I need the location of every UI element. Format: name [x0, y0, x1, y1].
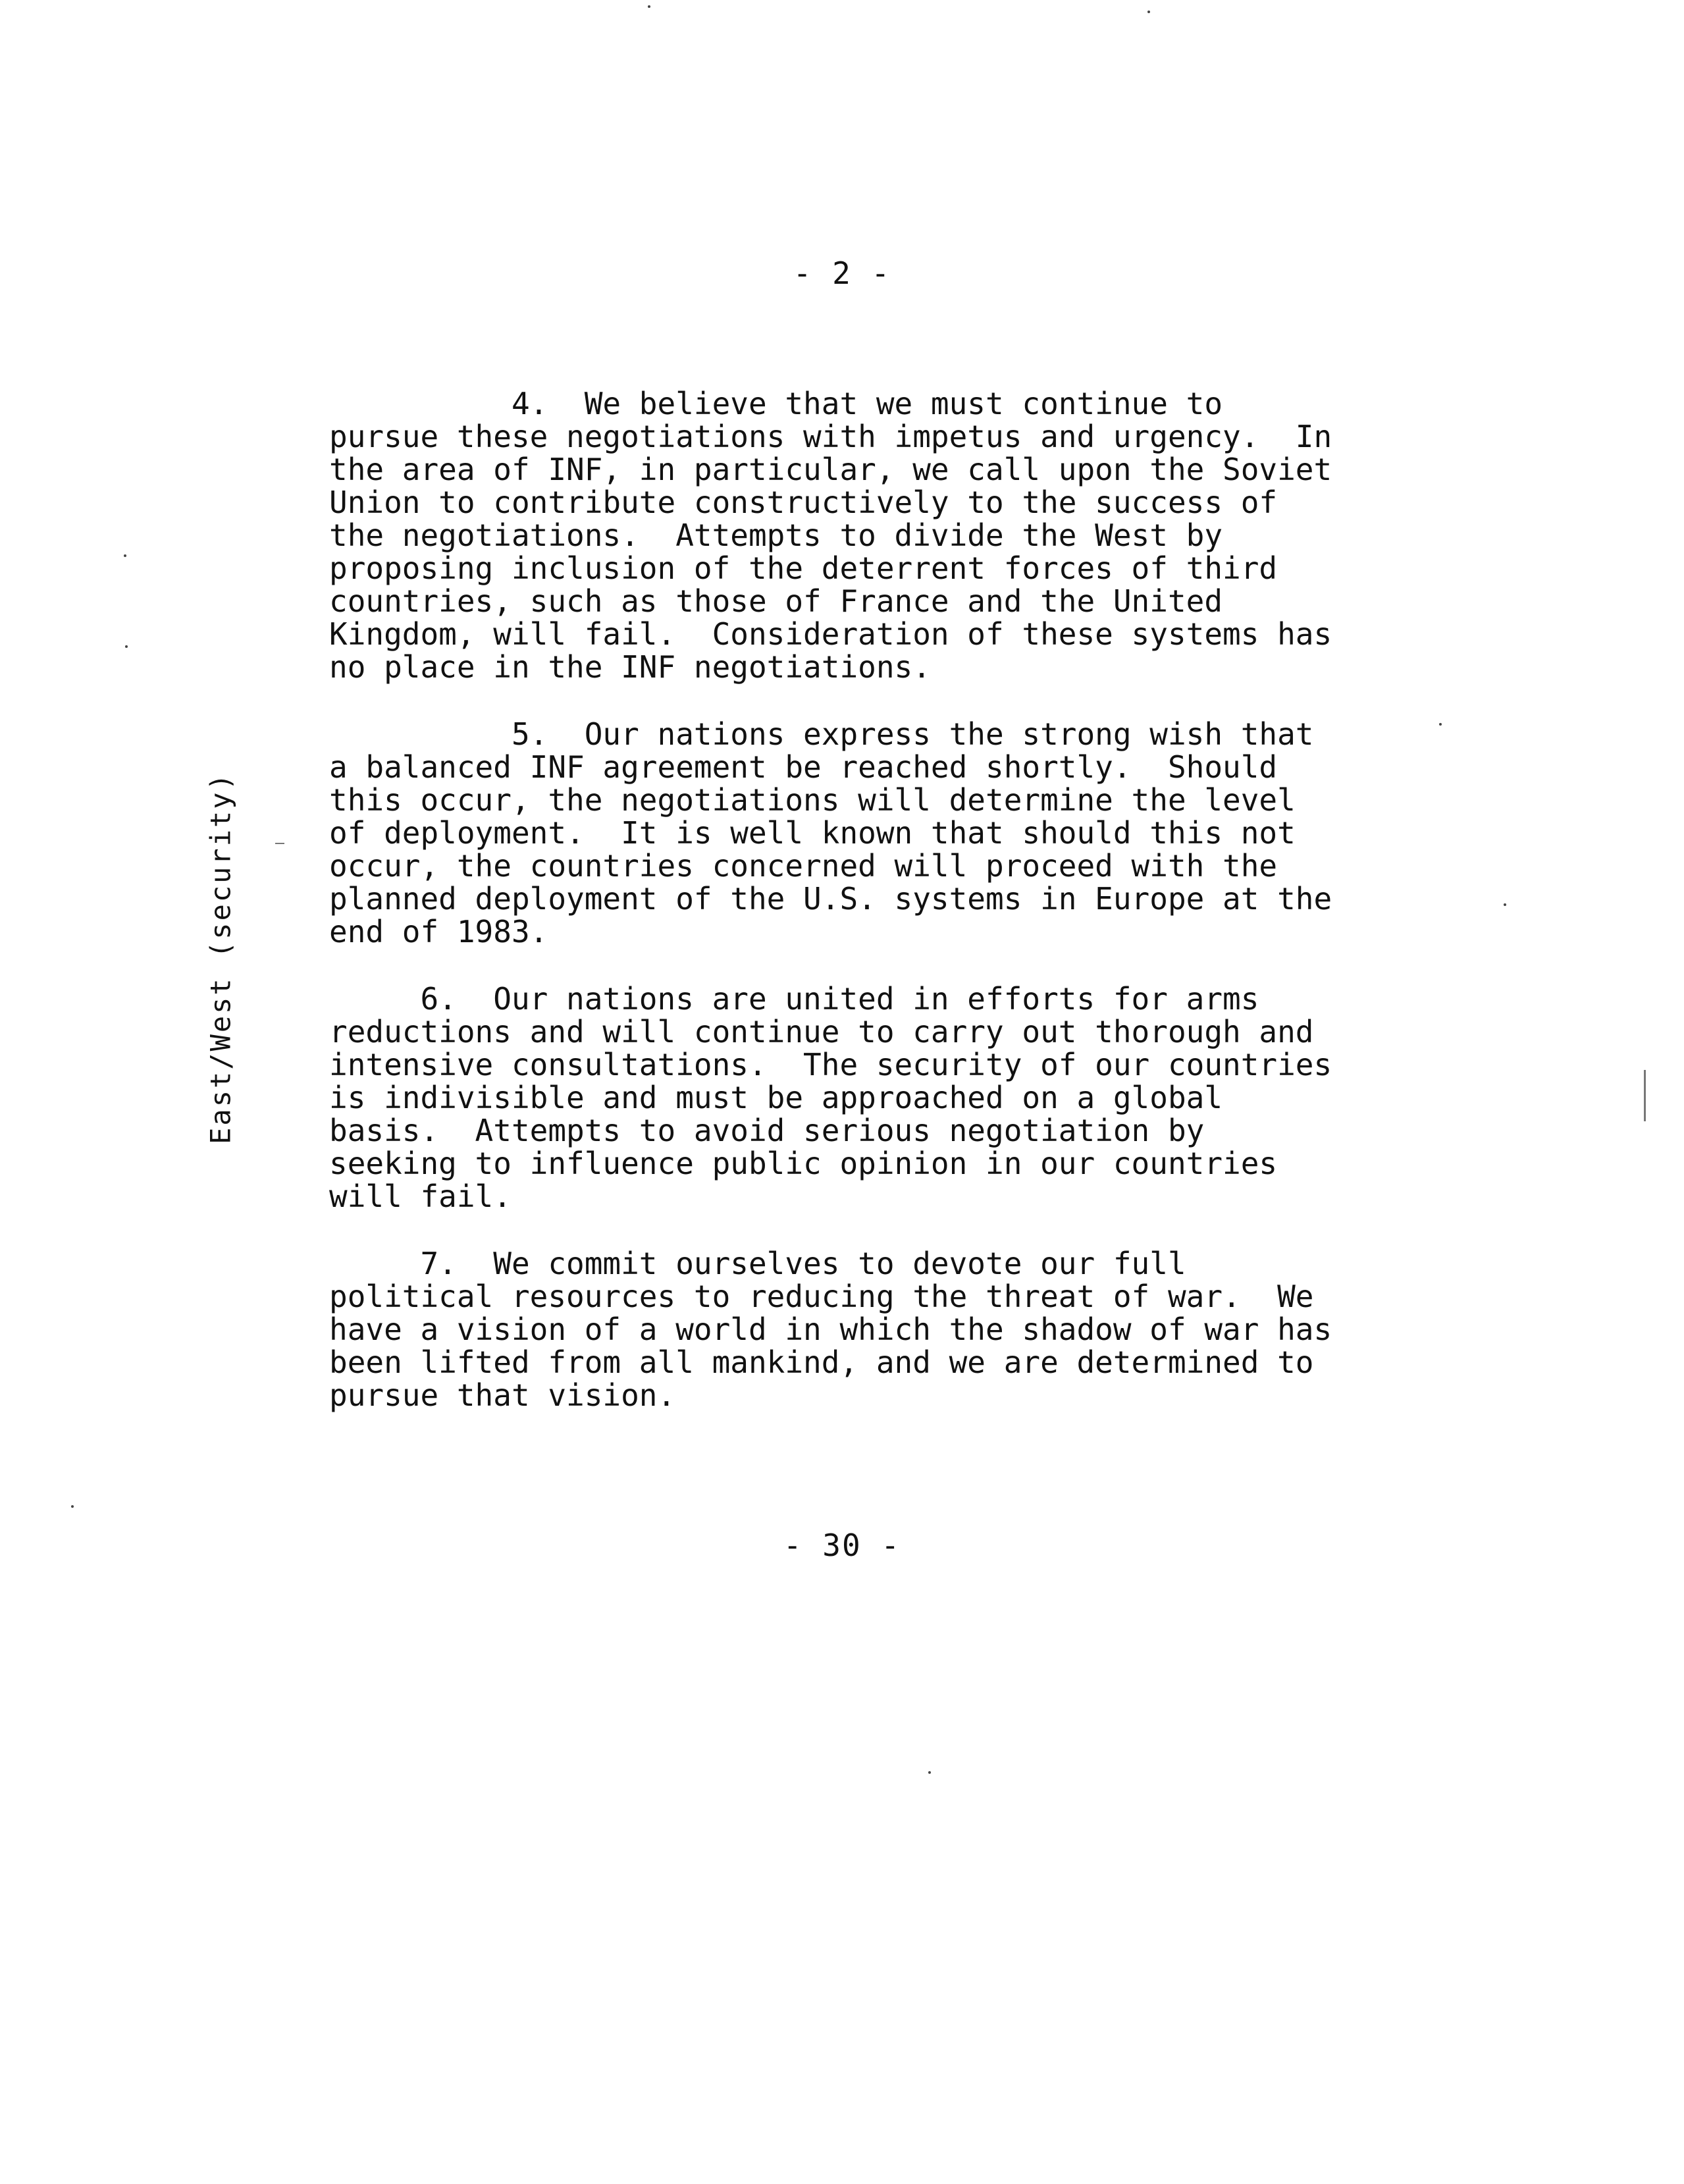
text-line: political resources to reducing the threat of war. We — [329, 1279, 1314, 1314]
text-line: countries, such as those of France and the United — [329, 583, 1223, 619]
page-number-top: - 2 - — [793, 255, 891, 291]
text-line: been lifted from all mankind, and we are determined to — [329, 1345, 1314, 1380]
paragraph-4 — [329, 387, 1481, 683]
paragraph-5 — [329, 718, 1481, 948]
text-line: the negotiations. Attempts to divide the West by — [329, 518, 1223, 553]
text-line: will fail. — [329, 1179, 512, 1214]
document-body — [329, 387, 1481, 1446]
scan-speck — [124, 554, 126, 557]
text-line: 4. We believe that we must continue to — [329, 386, 1223, 421]
text-line: proposing inclusion of the deterrent forces of third — [329, 550, 1278, 586]
margin-note: East/West (security) — [204, 772, 237, 1144]
text-line: intensive consultations. The security of our countries — [329, 1047, 1332, 1082]
text-line: no place in the INF negotiations. — [329, 649, 931, 685]
text-line: seeking to influence public opinion in our countries — [329, 1146, 1278, 1181]
text-line: of deployment. It is well known that should this not — [329, 815, 1296, 851]
scan-mark — [1644, 1070, 1646, 1121]
scan-speck — [928, 1771, 931, 1774]
text-line: have a vision of a world in which the shadow of war has — [329, 1312, 1332, 1347]
text-line: 5. Our nations express the strong wish that — [329, 716, 1314, 752]
scan-speck — [1147, 11, 1150, 13]
scan-speck — [71, 1505, 74, 1508]
text-line: basis. Attempts to avoid serious negotiation by — [329, 1113, 1205, 1148]
text-line: occur, the countries concerned will proceed with the — [329, 848, 1278, 884]
text-line: a balanced INF agreement be reached shortly. Should — [329, 749, 1278, 785]
text-line: is indivisible and must be approached on a global — [329, 1080, 1223, 1115]
text-line: Kingdom, will fail. Consideration of these systems has — [329, 616, 1332, 652]
text-line: planned deployment of the U.S. systems in Europe at the — [329, 881, 1332, 917]
page-number-bottom: - 30 - — [783, 1528, 901, 1563]
text-line: pursue that vision. — [329, 1377, 676, 1413]
paragraph-7 — [329, 1247, 1481, 1412]
text-line: pursue these negotiations with impetus and urgency. In — [329, 419, 1332, 454]
text-line: Union to contribute constructively to the success of — [329, 485, 1278, 520]
text-line: 6. Our nations are united in efforts for arms — [329, 981, 1259, 1017]
scan-mark — [275, 843, 284, 844]
scan-speck — [1504, 903, 1506, 906]
text-line: 7. We commit ourselves to devote our full — [329, 1246, 1186, 1281]
text-line: reductions and will continue to carry out thorough and — [329, 1014, 1314, 1050]
text-line: end of 1983. — [329, 914, 548, 949]
paragraph-6 — [329, 982, 1481, 1213]
text-line: the area of INF, in particular, we call upon the Soviet — [329, 452, 1332, 487]
scan-speck — [125, 645, 128, 648]
text-line: this occur, the negotiations will determine the level — [329, 782, 1296, 818]
scan-speck — [648, 5, 650, 8]
